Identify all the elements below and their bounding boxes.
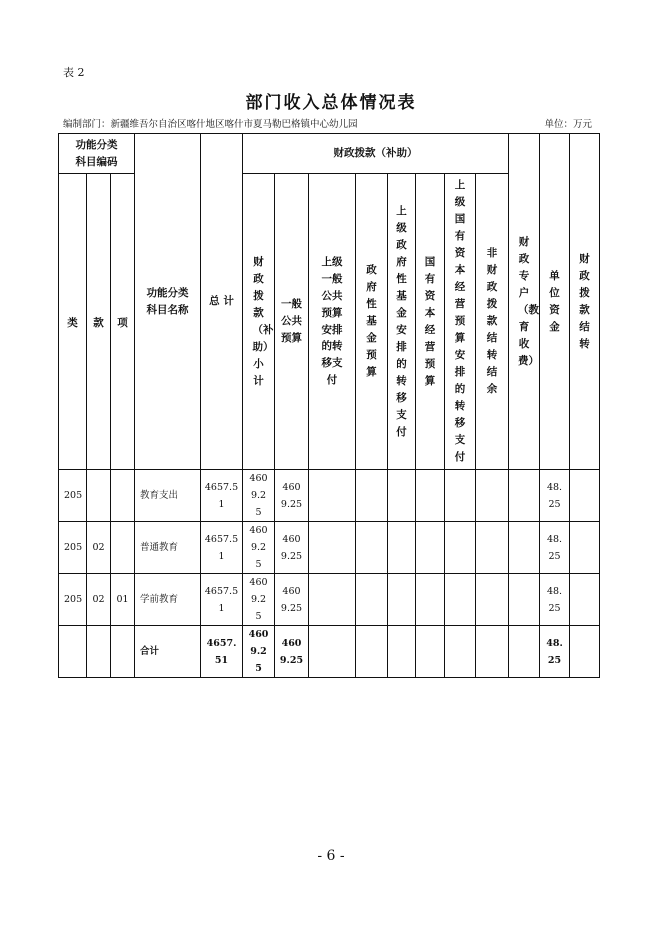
row-fiscal-carry: 48.25	[546, 585, 563, 614]
row-total: 4657.51	[204, 585, 239, 614]
row-name: 学前教育	[135, 574, 201, 626]
header-gov-fund: 政府性基金预算	[356, 174, 388, 470]
row-general: 4609.25	[280, 481, 303, 510]
header-fiscal-group: 财政拨款（补助）	[243, 134, 509, 174]
row-xiang: 01	[111, 574, 135, 626]
header-lei: 类	[59, 174, 87, 470]
header-general-budget: 一般公共预算	[275, 174, 309, 470]
row-general: 4609.25	[280, 585, 303, 614]
header-func-code: 功能分类科目编码	[59, 134, 135, 174]
row-subtotal: 4609.25	[249, 473, 268, 518]
row-kuan	[87, 470, 111, 522]
total-general: 4609.25	[279, 637, 304, 666]
total-total: 4657.51	[206, 637, 237, 666]
table-number: 表 2	[63, 66, 85, 79]
row-lei: 205	[59, 574, 87, 626]
row-name: 教育支出	[135, 470, 201, 522]
row-name: 普通教育	[135, 522, 201, 574]
row-xiang	[111, 470, 135, 522]
row-total: 4657.51	[204, 481, 239, 510]
header-fiscal-carryover: 财政拨款结转	[570, 134, 600, 470]
table-row	[59, 574, 600, 626]
department-label: 编制部门：新疆维吾尔自治区喀什地区喀什市夏马勒巴格镇中心幼儿园	[63, 119, 358, 130]
row-lei: 205	[59, 522, 87, 574]
row-general: 4609.25	[280, 533, 303, 562]
row-total: 4657.51	[204, 533, 239, 562]
total-label: 合计	[135, 626, 201, 678]
header-fiscal-subtotal: 财政拨款（补助）小计	[243, 174, 275, 470]
row-xiang	[111, 522, 135, 574]
row-lei: 205	[59, 470, 87, 522]
total-fiscal-carry: 48.25	[546, 637, 563, 666]
header-unit-funds: 单位资金	[540, 134, 570, 470]
row-fiscal-carry: 48.25	[546, 481, 563, 510]
page-number: - 6 -	[317, 848, 345, 864]
total-row	[59, 626, 600, 678]
row-fiscal-carry: 48.25	[546, 533, 563, 562]
header-special-account: 财政专户（教育收费）	[509, 134, 540, 470]
header-xiang: 项	[111, 174, 135, 470]
table-row	[59, 470, 600, 522]
row-subtotal: 4609.25	[249, 525, 268, 570]
unit-label: 单位：万元	[544, 119, 592, 130]
row-kuan: 02	[87, 574, 111, 626]
header-state-capital: 国有资本经营预算	[416, 174, 445, 470]
row-subtotal: 4609.25	[249, 577, 268, 622]
row-kuan: 02	[87, 522, 111, 574]
page-title: 部门收入总体情况表	[245, 93, 417, 113]
header-kuan: 款	[87, 174, 111, 470]
header-upper-general-transfer: 上级一般公共预算安排的转移支付	[309, 174, 356, 470]
header-upper-gov-fund-transfer: 上级政府性基金安排的转移支付	[388, 174, 416, 470]
header-func-name: 功能分类科目名称	[135, 134, 201, 470]
total-subtotal: 4609.25	[248, 629, 269, 674]
header-total: 总 计	[201, 134, 243, 470]
header-nonfiscal-carryover-cell: 非财政拨款结转结余	[476, 174, 509, 470]
income-table	[58, 133, 600, 678]
table-row	[59, 522, 600, 574]
header-upper-state-capital-transfer: 上级国有资本经营预算安排的转移支付	[445, 174, 476, 470]
